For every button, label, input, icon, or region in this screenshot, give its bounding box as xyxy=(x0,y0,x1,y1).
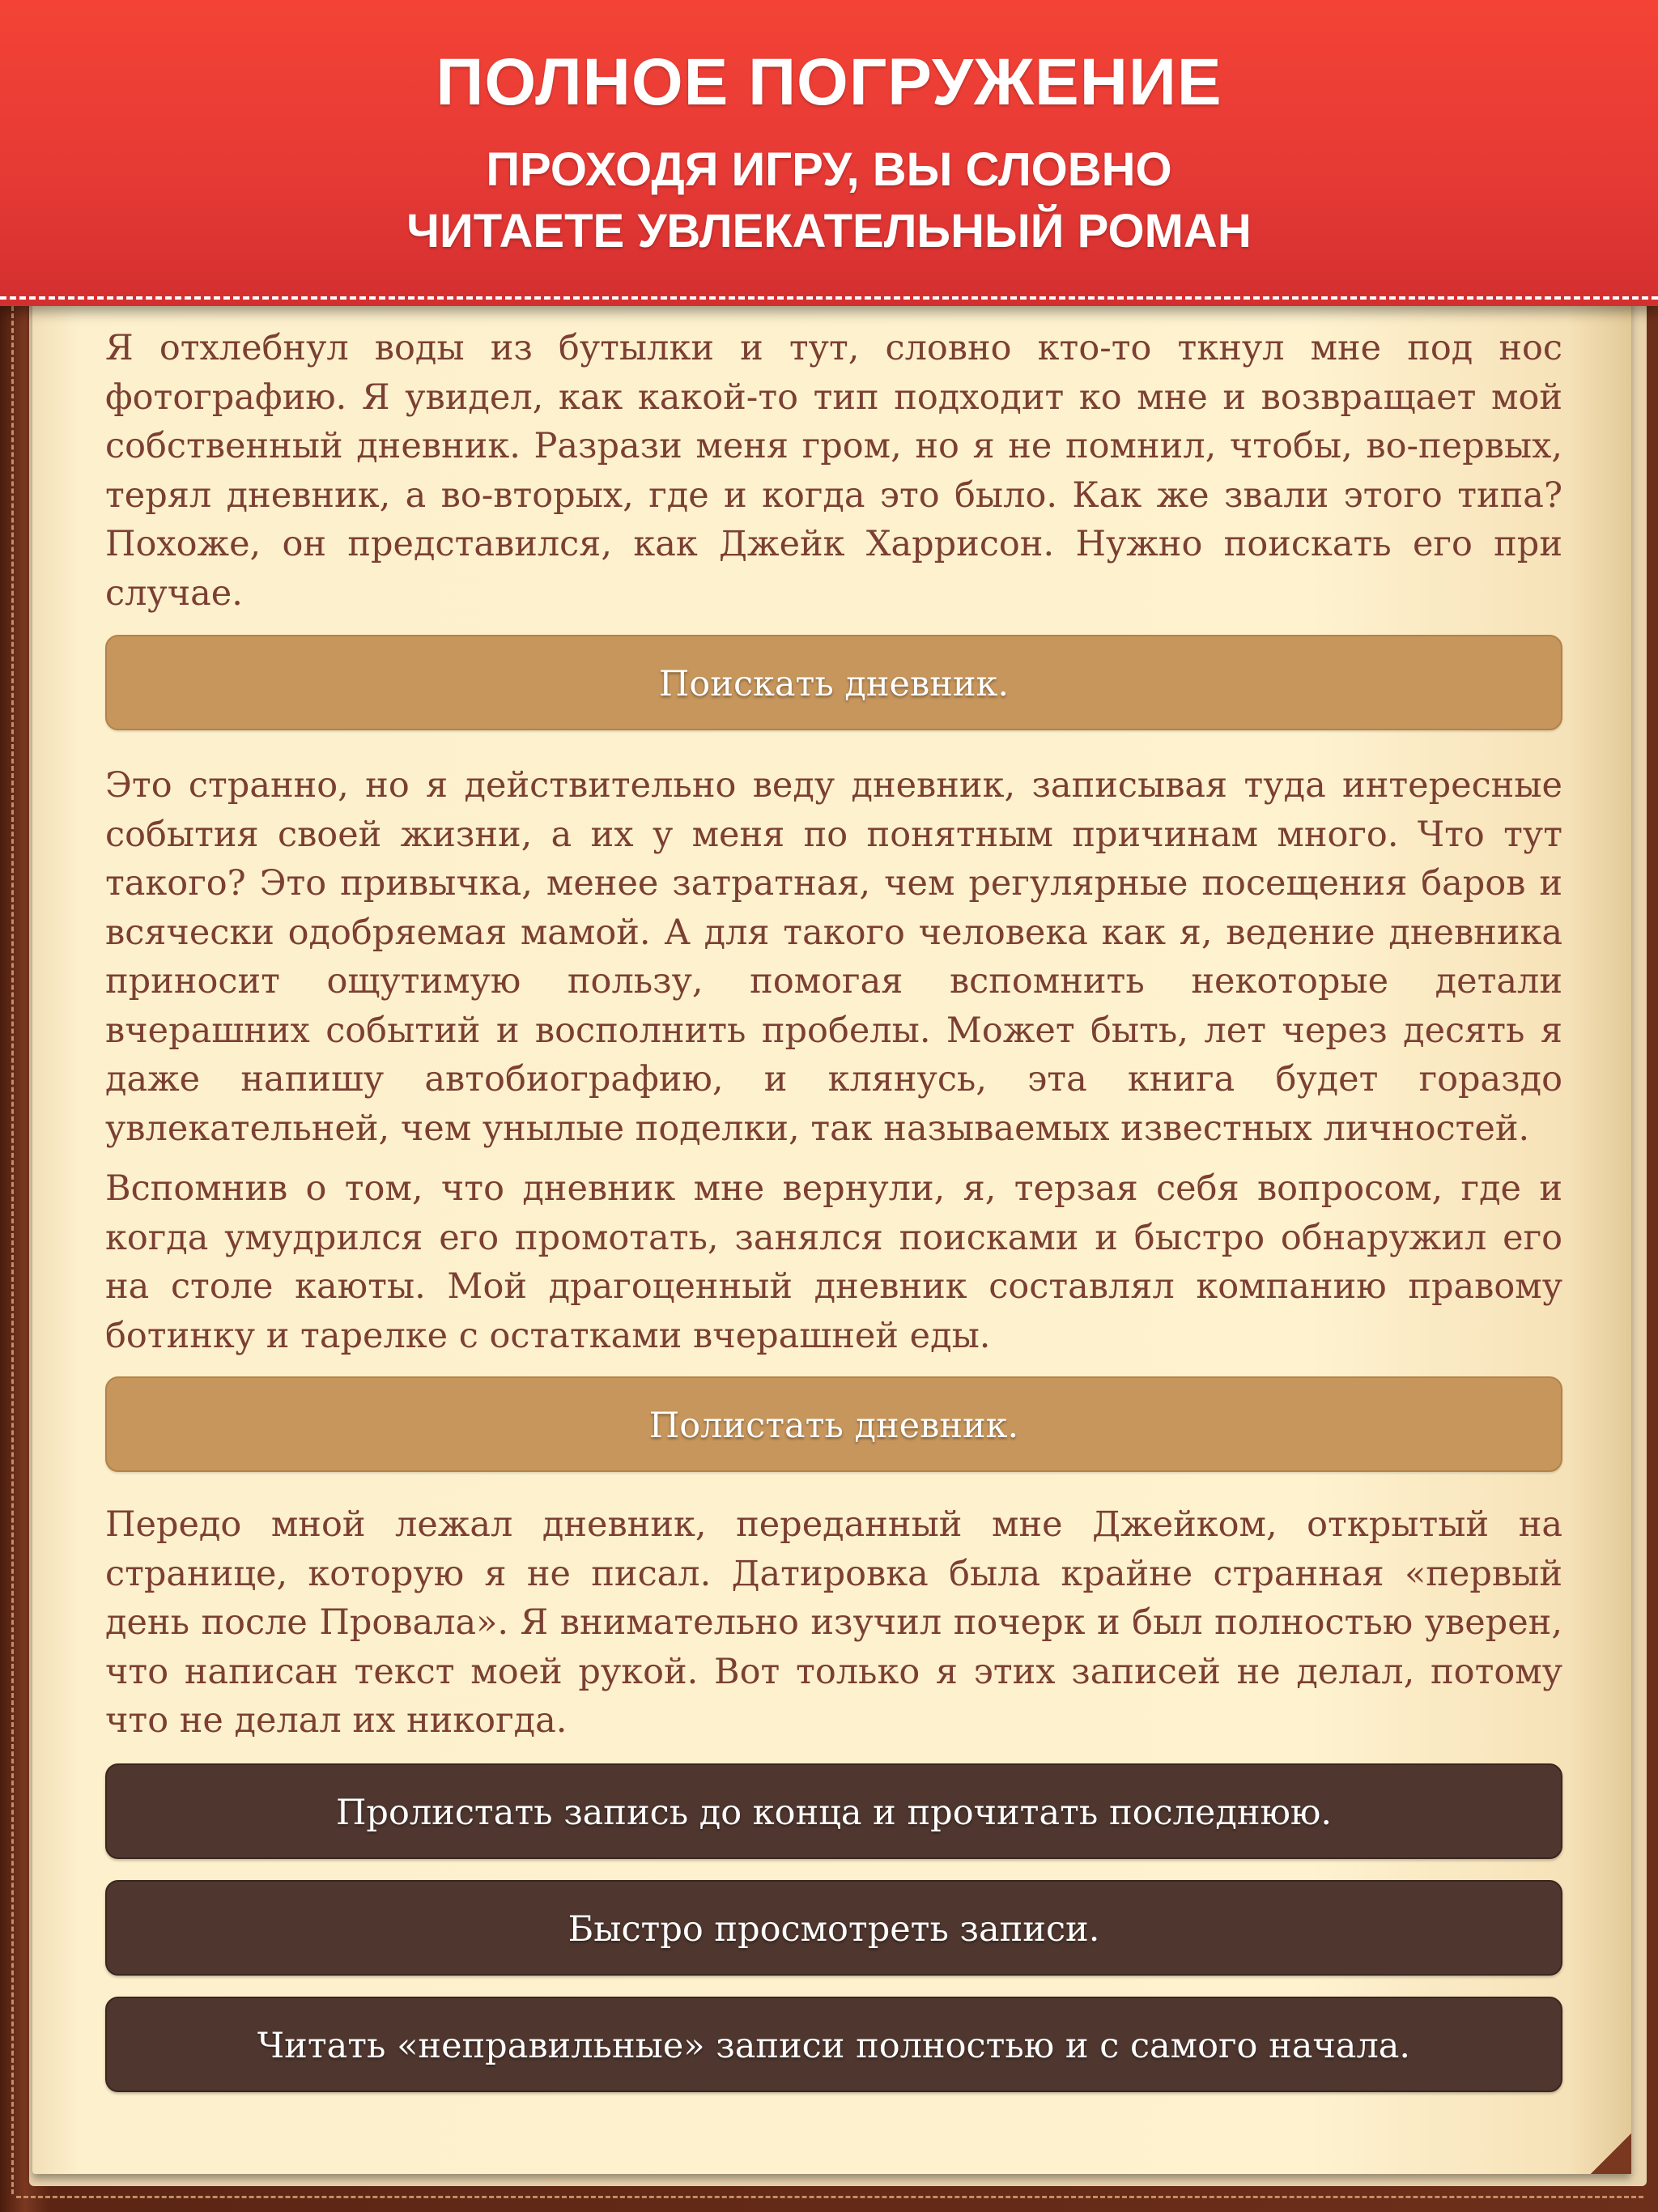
past-choice-search-diary: Поискать дневник. xyxy=(105,635,1562,730)
choice-read-last-entry-button[interactable]: Пролистать запись до конца и прочитать последнюю. xyxy=(105,1763,1562,1859)
banner-stitch xyxy=(0,296,1658,300)
promo-banner xyxy=(0,0,1658,306)
past-choice-leaf-diary: Полистать дневник. xyxy=(105,1376,1562,1472)
cover-stitch-left xyxy=(11,291,14,2194)
story-content xyxy=(105,324,1562,2092)
story-paragraph: Передо мной лежал дневник, переданный мне Джейком, открытый на странице, которую я не писал. Датировка была крайне странная «первый день после Провала». Я внимательно изучил почерк и был полностью уверен, что написан текст моей рукой. Вот только я этих записей не делал, потому что не делал их никогда. xyxy=(105,1504,1562,1741)
choice-read-all-entries-button[interactable]: Читать «неправильные» записи полностью и с самого начала. xyxy=(105,1997,1562,2092)
story-paragraph: Это странно, но я действительно веду дневник, записывая туда интересные события своей жизни, а их у меня по понятным причинам много. Что тут такого? Это привычка, менее затратная, чем регулярные посещения баров и всячески одобряемая мамой. А для такого человека как я, ведение дневника приносит ощутимую пользу, помогая вспомнить некоторые детали вчерашних событий и восполнить пробелы. Может быть, лет через десять я даже напишу автобиографию, и клянусь, эта книга будет гораздо увлекательней, чем унылые поделки, так называемых известных личностей. xyxy=(105,765,1562,1149)
banner-subtitle-line: ЧИТАЕТЕ УВЛЕКАТЕЛЬНЫЙ РОМАН xyxy=(406,205,1252,257)
page-curl-corner xyxy=(1591,2133,1631,2174)
banner-title: ПОЛНОЕ ПОГРУЖЕНИЕ xyxy=(436,45,1222,119)
banner-subtitle xyxy=(0,139,1658,262)
story-paragraph: Я отхлебнул воды из бутылки и тут, словно кто-то ткнул мне под нос фотографию. Я увидел, как какой-то тип подходит ко мне и возвращает мой собственный дневник. Разрази меня гром, но я не помнил, чтобы, во-первых, терял дневник, а во-вторых, где и когда это было. Как же звали этого типа? Похоже, он представился, как Джейк Харрисон. Нужно поискать его при случае. xyxy=(105,328,1562,614)
story-paragraph: Вспомнив о том, что дневник мне вернули, я, терзая себя вопросом, где и когда умудрился его промотать, занялся поисками и быстро обнаружил его на столе каюты. Мой драгоценный дневник составлял компанию правому ботинку и тарелке с остатками вчерашней еды. xyxy=(105,1168,1562,1356)
choice-skim-entries-button[interactable]: Быстро просмотреть записи. xyxy=(105,1880,1562,1976)
banner-subtitle-line: ПРОХОДЯ ИГРУ, ВЫ СЛОВНО xyxy=(486,143,1172,196)
cover-stitch-bottom xyxy=(16,2196,1643,2198)
